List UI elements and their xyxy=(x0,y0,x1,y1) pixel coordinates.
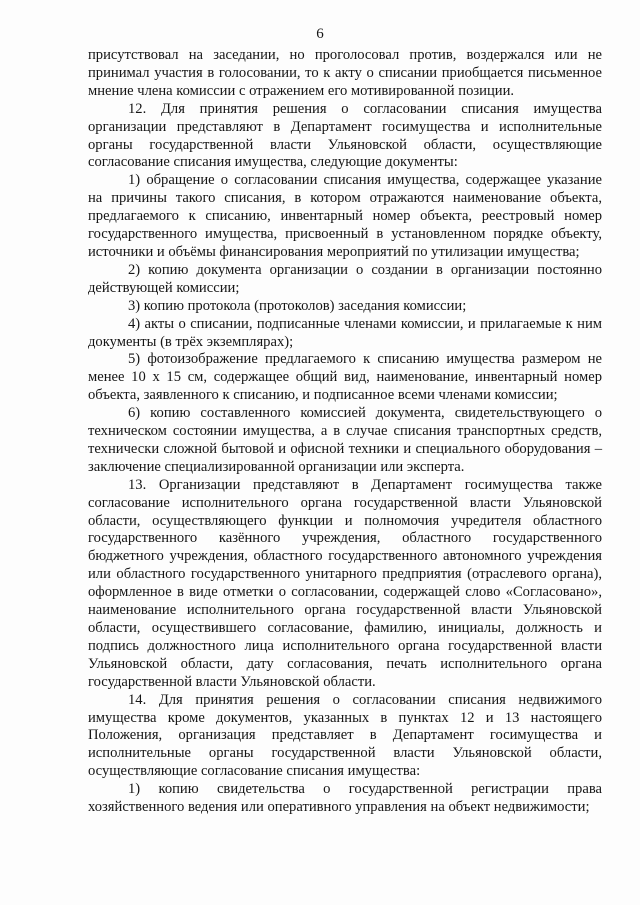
document-body xyxy=(88,47,602,817)
page-number: 6 xyxy=(316,26,324,42)
paragraph-continuation: присутствовал на заседании, но проголосовал против, воздержался или не принимал участия в голосовании, то к акту о списании приобщается письменное мнение члена комиссии с отражением его мотивированной позиции. xyxy=(88,47,602,99)
list-item-12-1: 1) обращение о согласовании списания имущества, содержащее указание на причины такого списания, в котором отражаются наименование объекта, предлагаемого к списанию, инвентарный номер объекта, реестровый номер государственного имущества, присвоенный в установленном порядке объекту, источники и объёмы финансирования мероприятий по утилизации имущества; xyxy=(88,172,602,260)
list-item-12-6: 6) копию составленного комиссией документа, свидетельствующего о техническом состоянии имущества, а в случае списания транспортных средств, технически сложной бытовой и офисной техники и специального оборудования – заключение специализированной организации или эксперта. xyxy=(88,405,602,475)
list-item-14-1: 1) копию свидетельства о государственной регистрации права хозяйственного ведения или оперативного управления на объект недвижимости; xyxy=(88,781,602,816)
paragraph-clause-13: 13. Организации представляют в Департамент госимущества также согласование исполнительного органа государственной власти Ульяновской области, осуществляющего функции и полномочия учредителя областного государственного казённого учреждения, областного государственного бюджетного учреждения, областного государственного автономного учреждения или областного государственного унитарного предприятия (отраслевого органа), оформленное в виде отметки о согласовании, содержащей слово «Согласовано», наименование исполнительного органа государственной власти Ульяновской области, осуществившего согласование, фамилию, инициалы, должность и подпись должностного лица исполнительного органа государственной власти Ульяновской области, дату согласования, печать исполнительного органа государственной власти Ульяновской области. xyxy=(88,476,602,690)
list-item-12-5: 5) фотоизображение предлагаемого к списанию имущества размером не менее 10 х 15 см, содержащее общий вид, наименование, инвентарный номер объекта, заявленного к списанию, и подписанное всеми членами комиссии; xyxy=(88,351,602,404)
paragraph-clause-12: 12. Для принятия решения о согласовании списания имущества организации представляют в Департамент госимущества и исполнительные органы государственной власти Ульяновской области, осуществляющие согласование списания имущества, следующие документы: xyxy=(88,100,602,171)
list-item-12-2: 2) копию документа организации о создании в организации постоянно действующей комиссии; xyxy=(88,261,602,296)
list-item-12-3: 3) копию протокола (протоколов) заседания комиссии; xyxy=(128,297,467,314)
list-item-12-4: 4) акты о списании, подписанные членами комиссии, и прилагаемые к ним документы (в трёх экземплярах); xyxy=(88,315,602,350)
paragraph-clause-14: 14. Для принятия решения о согласовании списания недвижимого имущества кроме документов, указанных в пунктах 12 и 13 настоящего Положения, организация представляет в Департамент госимущества и исполнительные органы государственной власти Ульяновской области, осуществляющие согласование списания имущества: xyxy=(88,691,602,780)
